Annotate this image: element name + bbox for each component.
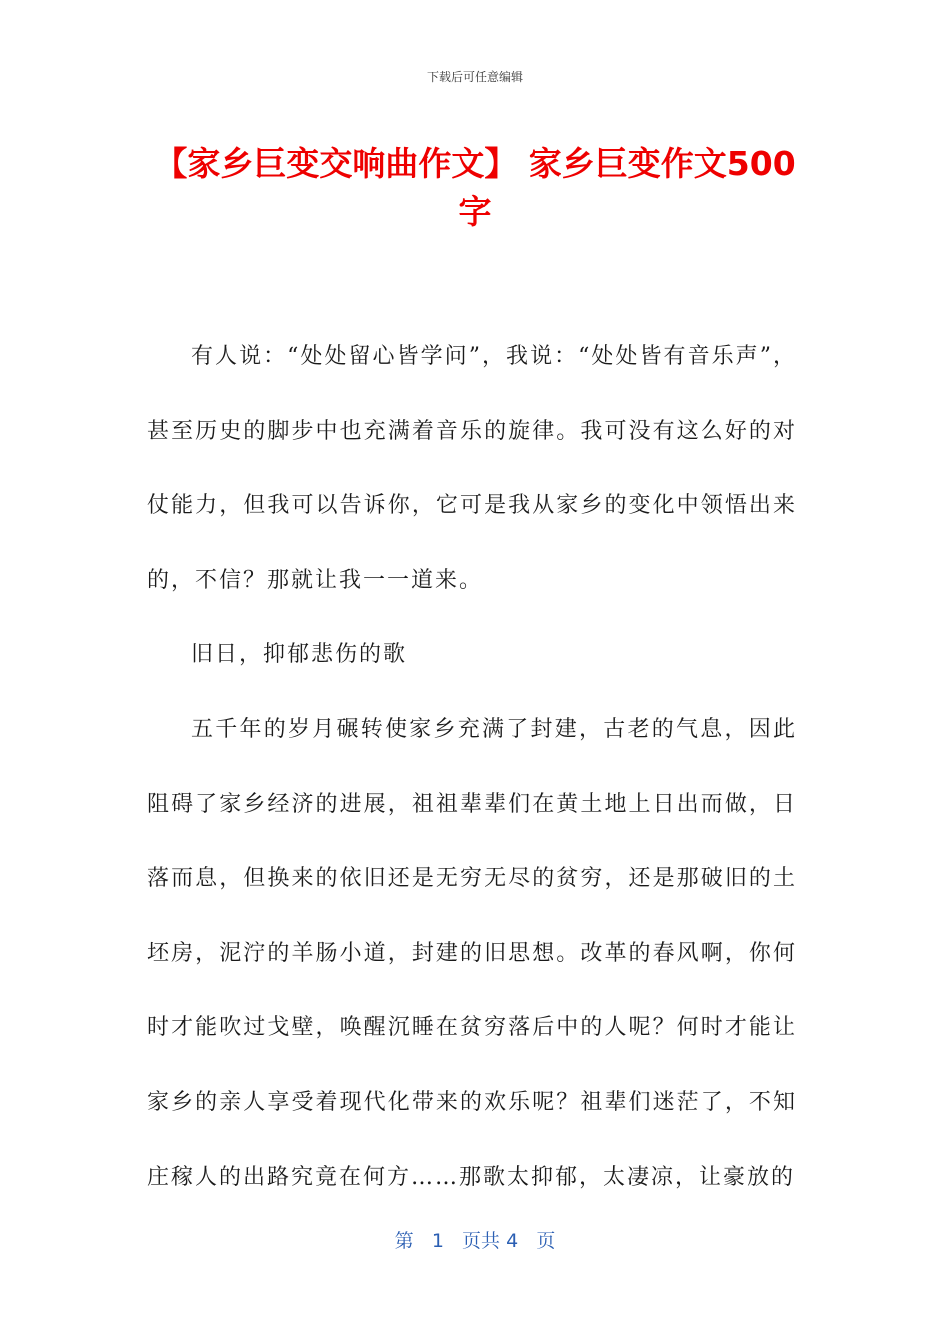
footer-suffix: 页 xyxy=(536,1230,556,1252)
page-header-note: 下载后可任意编辑 xyxy=(426,70,523,84)
document-body xyxy=(147,320,797,1215)
paragraph-subheading: 旧日，抑郁悲伤的歌 xyxy=(191,642,408,668)
paragraph-past: 五千年的岁月碾转使家乡充满了封建，古老的气息，因此阻碍了家乡经济的进展，祖祖辈辈们在黄土地上日出而做，日落而息，但换来的依旧还是无穷无尽的贫穷，还是那破旧的土坯房，泥泞的羊肠小道，封建的旧思想。改革的春风啊，你何时才能吹过戈壁，唤醒沉睡在贫穷落后中的人呢？何时才能让家乡的亲人享受着现代化带来的欢乐呢？祖辈们迷茫了，不知庄稼人的出路究竟在何方……那歌太抑郁，太凄凉，让豪放的 xyxy=(147,716,797,1190)
document-title: 【家乡巨变交响曲作文】 家乡巨变作文500字 xyxy=(154,144,796,231)
footer-prefix: 第 xyxy=(394,1230,414,1252)
footer-total-pages: 4 xyxy=(506,1230,519,1252)
footer-current-page: 1 xyxy=(431,1230,444,1252)
paragraph-intro: 有人说：“处处留心皆学问”，我说：“处处皆有音乐声”，甚至历史的脚步中也充满着音乐的旋律。我可没有这么好的对仗能力，但我可以告诉你，它可是我从家乡的变化中领悟出来的，不信？那就让我一一道来。 xyxy=(147,344,797,593)
page-footer xyxy=(0,1226,950,1253)
footer-middle: 页共 xyxy=(462,1230,501,1252)
